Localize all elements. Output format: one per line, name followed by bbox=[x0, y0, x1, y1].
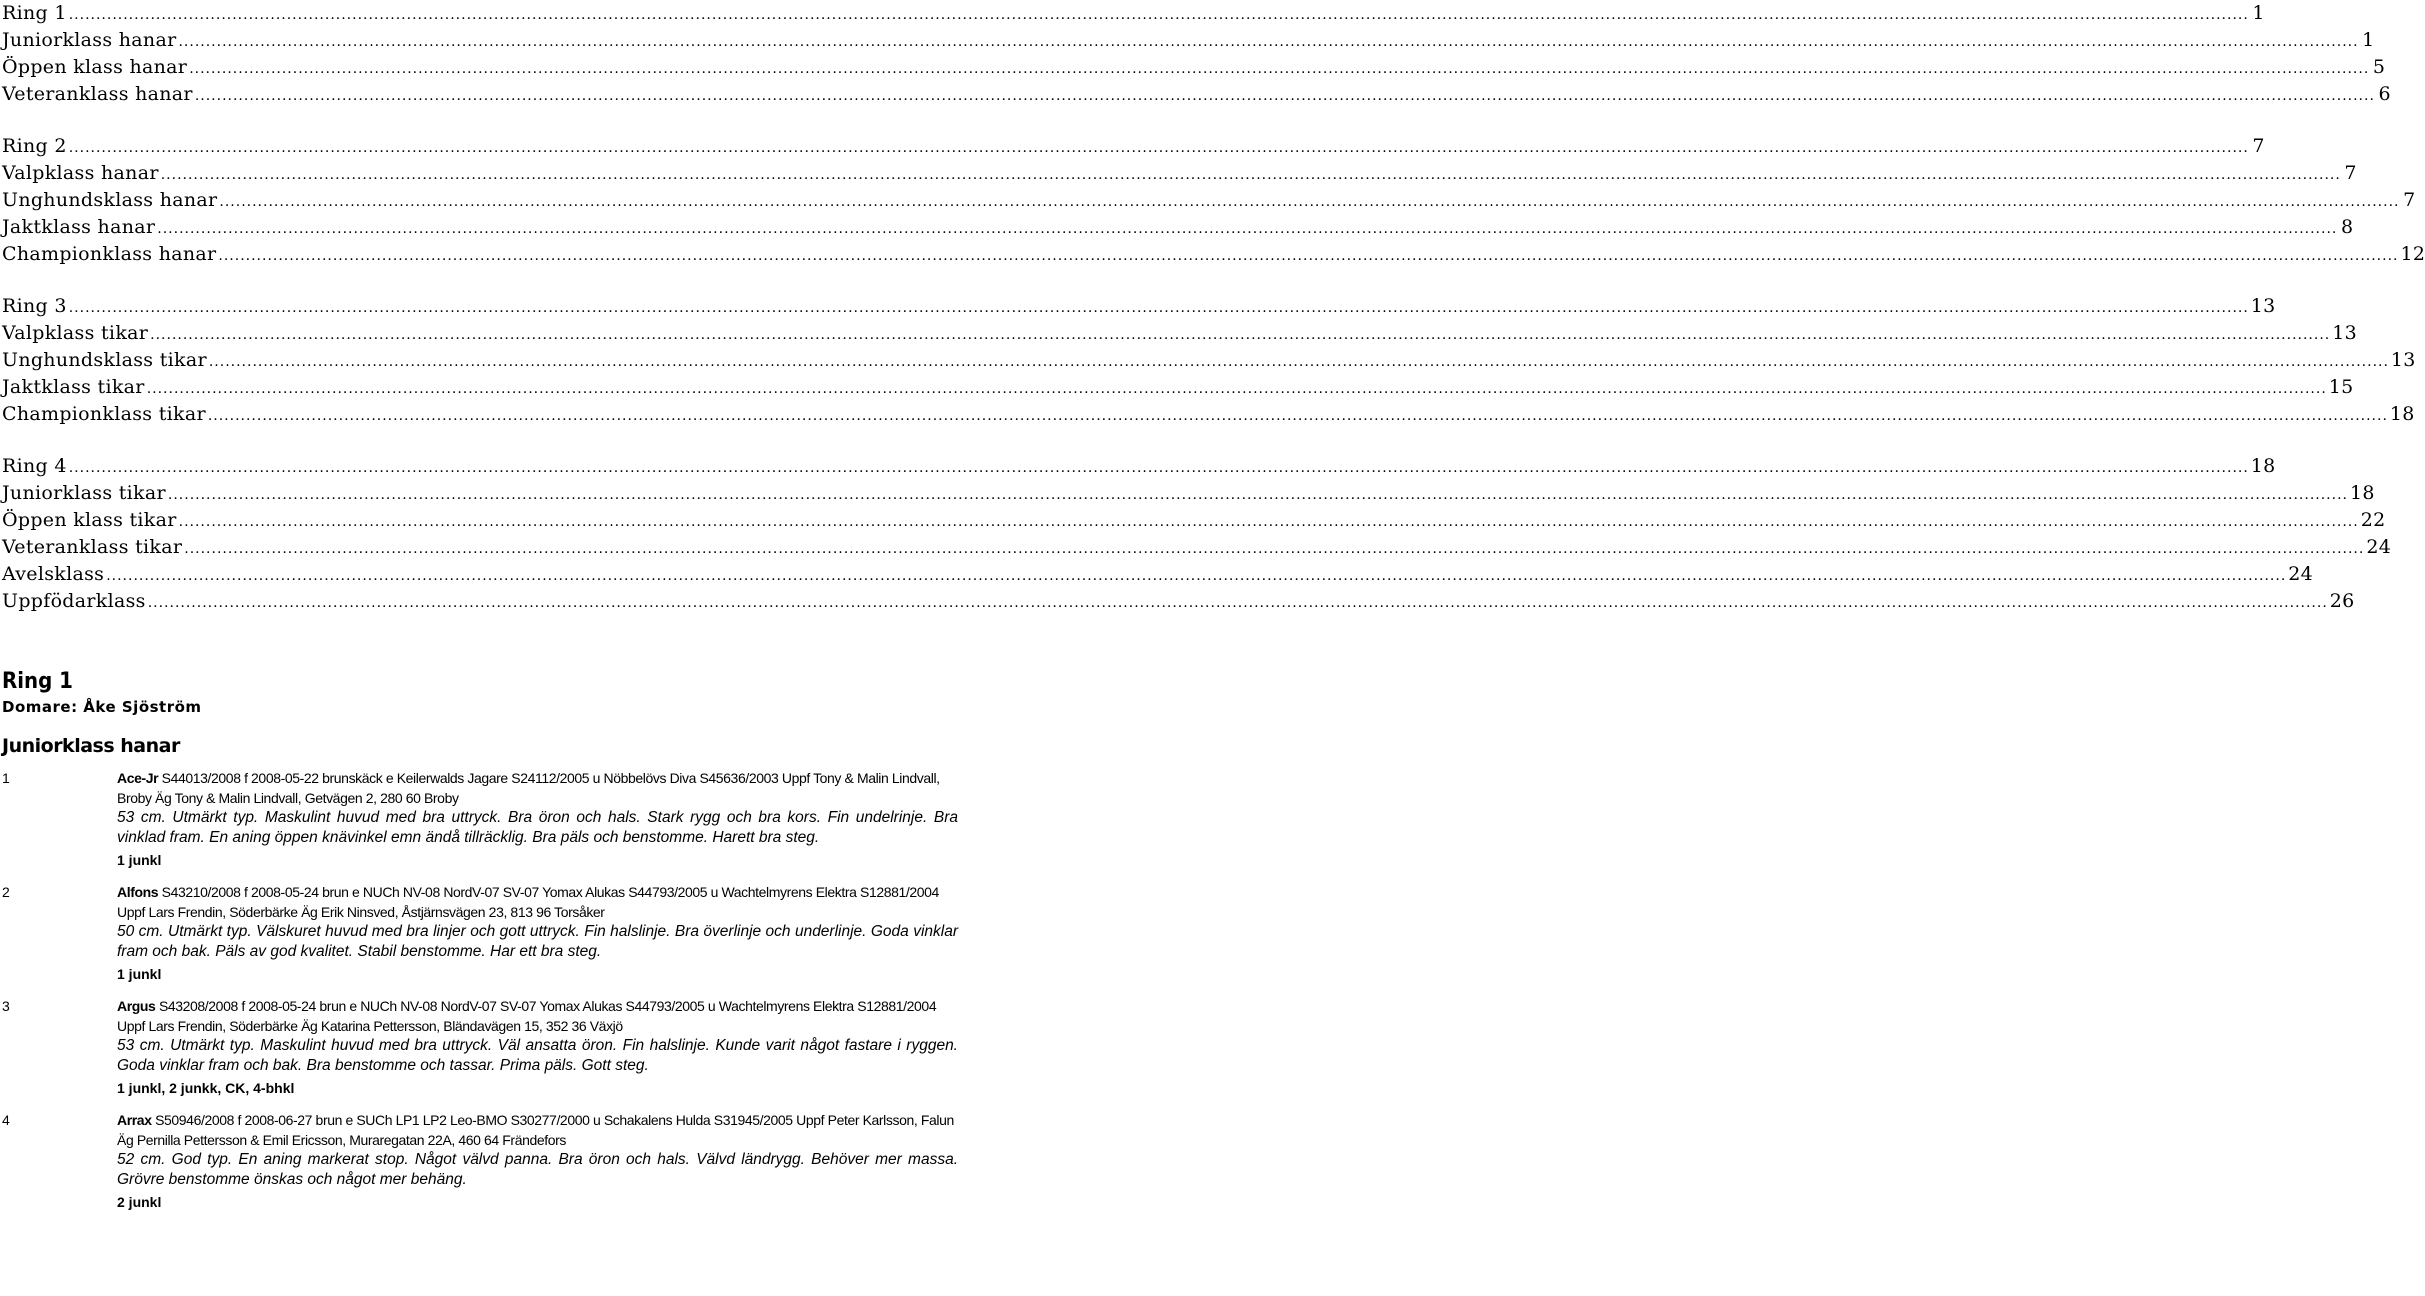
judge-line: Domare: Åke Sjöström bbox=[2, 698, 202, 716]
toc-entry[interactable] bbox=[2, 54, 2386, 81]
toc-entry-page: 13 bbox=[2250, 295, 2276, 317]
toc-leader-dots: ................................................................................................................................................................................................................................................................................................................................................................................................................ bbox=[106, 568, 2287, 584]
class-title: Juniorklass hanar bbox=[2, 735, 180, 757]
dog-info bbox=[117, 882, 958, 922]
toc-group bbox=[2, 293, 2416, 428]
toc-entry-title: Juniorklass tikar bbox=[2, 482, 166, 504]
toc-leader-dots: ................................................................................................................................................................................................................................................................................................................................................................................................................ bbox=[68, 140, 2249, 156]
toc-entry-page: 12 bbox=[2400, 243, 2425, 265]
toc-entry-title: Championklass tikar bbox=[2, 403, 206, 425]
entry-body bbox=[117, 768, 958, 872]
toc-leader-dots: ................................................................................................................................................................................................................................................................................................................................................................................................................ bbox=[160, 167, 2341, 183]
dog-info bbox=[117, 996, 958, 1036]
dog-name: Ace-Jr bbox=[117, 770, 159, 786]
toc-entry-page: 5 bbox=[2372, 56, 2386, 78]
toc-entry-page: 13 bbox=[2332, 322, 2357, 344]
toc-entry-page: 1 bbox=[2362, 29, 2375, 51]
dog-entry bbox=[2, 996, 958, 1100]
toc-leader-dots: ................................................................................................................................................................................................................................................................................................................................................................................................................ bbox=[208, 354, 2389, 370]
toc-leader-dots: ................................................................................................................................................................................................................................................................................................................................................................................................................ bbox=[219, 194, 2400, 210]
toc-entry[interactable] bbox=[2, 453, 2276, 480]
entry-number: 2 bbox=[2, 884, 10, 900]
toc-entry-title: Ring 3 bbox=[2, 295, 67, 317]
toc-leader-dots: ................................................................................................................................................................................................................................................................................................................................................................................................................ bbox=[178, 514, 2359, 530]
toc-group bbox=[2, 0, 2391, 108]
toc-entry-title: Öppen klass tikar bbox=[2, 509, 177, 531]
toc-leader-dots: ................................................................................................................................................................................................................................................................................................................................................................................................................ bbox=[68, 7, 2249, 23]
toc-entry[interactable] bbox=[2, 81, 2391, 108]
toc-entry-title: Veteranklass tikar bbox=[2, 536, 183, 558]
toc-entry-page: 24 bbox=[2288, 563, 2314, 585]
award: 1 junkl, 2 junkk, CK, 4-bhkl bbox=[117, 1080, 295, 1096]
dog-details: S44013/2008 f 2008-05-22 brunskäck e Keilerwalds Jagare S24112/2005 u Nöbbelövs Diva S45636/2003 Uppf Tony & Malin Lindvall, Broby Äg Tony & Malin Lindvall, Getvägen 2, 280 60 Broby bbox=[117, 770, 940, 806]
toc-entry[interactable] bbox=[2, 588, 2355, 615]
toc-entry-title: Jaktklass tikar bbox=[2, 376, 145, 398]
toc-entry-title: Valpklass tikar bbox=[2, 322, 149, 344]
toc-entry-page: 8 bbox=[2340, 216, 2354, 238]
award: 1 junkl bbox=[117, 966, 162, 982]
entry-body bbox=[117, 996, 958, 1100]
critique-text: 53 cm. Utmärkt typ. Maskulint huvud med bra uttryck. Väl ansatta öron. Fin halslinje. Kunde varit något fastare i ryggen. Goda vinklar fram och bak. Bra benstomme och tassar. Prima päls. Gott steg. bbox=[117, 1037, 958, 1074]
dog-info bbox=[117, 1110, 958, 1150]
dog-entry bbox=[2, 1110, 958, 1214]
entry-number: 4 bbox=[2, 1112, 10, 1128]
toc-entry-title: Jaktklass hanar bbox=[2, 216, 156, 238]
toc-entry-page: 15 bbox=[2328, 376, 2354, 398]
table-of-contents bbox=[2, 0, 2425, 640]
toc-entry-title: Ring 1 bbox=[2, 2, 67, 24]
toc-entry-page: 18 bbox=[2389, 403, 2415, 425]
dog-details: S50946/2008 f 2008-06-27 brun e SUCh LP1 LP2 Leo-BMO S30277/2000 u Schakalens Hulda S31945/2005 Uppf Peter Karlsson, Falun Äg Pernilla Pettersson & Emil Ericsson, Muraregatan 22A, 460 64 Frändefors bbox=[117, 1112, 954, 1148]
toc-entry[interactable] bbox=[2, 187, 2416, 214]
results-section bbox=[2, 668, 958, 1214]
dog-name: Arrax bbox=[117, 1112, 152, 1128]
toc-leader-dots: ................................................................................................................................................................................................................................................................................................................................................................................................................ bbox=[157, 221, 2338, 237]
dog-entry bbox=[2, 882, 958, 986]
dog-details: S43210/2008 f 2008-05-24 brun e NUCh NV-08 NordV-07 SV-07 Yomax Alukas S44793/2005 u Wachtelmyrens Elektra S12881/2004 Uppf Lars Frendin, Söderbärke Äg Erik Ninsved, Åstjärnsvägen 23, 813 96 Torsåker bbox=[117, 884, 939, 920]
toc-entry-title: Öppen klass hanar bbox=[2, 56, 188, 78]
toc-entry[interactable] bbox=[2, 561, 2314, 588]
toc-entry-page: 7 bbox=[2344, 162, 2357, 184]
toc-entry[interactable] bbox=[2, 27, 2375, 54]
toc-entry[interactable] bbox=[2, 374, 2354, 401]
toc-entry-page: 7 bbox=[2403, 189, 2416, 211]
entry-number: 3 bbox=[2, 998, 10, 1014]
toc-leader-dots: ................................................................................................................................................................................................................................................................................................................................................................................................................ bbox=[194, 88, 2375, 104]
toc-leader-dots: ................................................................................................................................................................................................................................................................................................................................................................................................................ bbox=[184, 541, 2365, 557]
toc-entry-title: Juniorklass hanar bbox=[2, 29, 177, 51]
dog-details: S43208/2008 f 2008-05-24 brun e NUCh NV-08 NordV-07 SV-07 Yomax Alukas S44793/2005 u Wachtelmyrens Elektra S12881/2004 Uppf Lars Frendin, Söderbärke Äg Katarina Pettersson, Bländavägen 15, 352 36 Växjö bbox=[117, 998, 937, 1034]
dog-info bbox=[117, 768, 958, 808]
toc-entry-page: 26 bbox=[2329, 590, 2355, 612]
toc-entry[interactable] bbox=[2, 214, 2354, 241]
toc-entry[interactable] bbox=[2, 347, 2416, 374]
toc-entry-title: Unghundsklass hanar bbox=[2, 189, 218, 211]
toc-entry-page: 13 bbox=[2390, 349, 2416, 371]
toc-leader-dots: ................................................................................................................................................................................................................................................................................................................................................................................................................ bbox=[150, 327, 2331, 343]
toc-entry[interactable] bbox=[2, 534, 2392, 561]
dog-name: Argus bbox=[117, 998, 156, 1014]
toc-entry[interactable] bbox=[2, 480, 2375, 507]
dog-entry bbox=[2, 768, 958, 872]
toc-leader-dots: ................................................................................................................................................................................................................................................................................................................................................................................................................ bbox=[167, 487, 2348, 503]
toc-leader-dots: ................................................................................................................................................................................................................................................................................................................................................................................................................ bbox=[218, 248, 2399, 264]
toc-entry-title: Championklass hanar bbox=[2, 243, 217, 265]
toc-leader-dots: ................................................................................................................................................................................................................................................................................................................................................................................................................ bbox=[147, 595, 2328, 611]
toc-entry[interactable] bbox=[2, 160, 2357, 187]
entry-body bbox=[117, 882, 958, 986]
toc-entry[interactable] bbox=[2, 507, 2386, 534]
entry-body bbox=[117, 1110, 958, 1214]
entry-number: 1 bbox=[2, 770, 10, 786]
toc-entry-page: 18 bbox=[2349, 482, 2375, 504]
toc-entry-page: 6 bbox=[2378, 83, 2391, 105]
entry-list bbox=[2, 768, 958, 1214]
toc-entry-title: Ring 2 bbox=[2, 135, 67, 157]
toc-entry[interactable] bbox=[2, 293, 2276, 320]
toc-entry-page: 22 bbox=[2360, 509, 2386, 531]
toc-entry-title: Uppfödarklass bbox=[2, 590, 146, 612]
toc-leader-dots: ................................................................................................................................................................................................................................................................................................................................................................................................................ bbox=[178, 34, 2359, 50]
critique-text: 52 cm. God typ. En aning markerat stop. Något välvd panna. Bra öron och hals. Välvd ländrygg. Behöver mer massa. Grövre benstomme önskas och något mer behäng. bbox=[117, 1151, 958, 1188]
award: 2 junkl bbox=[117, 1194, 162, 1210]
toc-entry[interactable] bbox=[2, 241, 2425, 268]
toc-entry-title: Veteranklass hanar bbox=[2, 83, 193, 105]
toc-entry-page: 1 bbox=[2252, 2, 2265, 24]
toc-entry[interactable] bbox=[2, 320, 2357, 347]
toc-entry-page: 24 bbox=[2366, 536, 2392, 558]
toc-entry-title: Avelsklass bbox=[2, 563, 105, 585]
dog-name: Alfons bbox=[117, 884, 159, 900]
toc-entry[interactable] bbox=[2, 0, 2265, 27]
toc-leader-dots: ................................................................................................................................................................................................................................................................................................................................................................................................................ bbox=[68, 460, 2249, 476]
toc-group bbox=[2, 133, 2425, 268]
ring-title: Ring 1 bbox=[2, 669, 73, 694]
toc-group bbox=[2, 453, 2392, 615]
toc-entry[interactable] bbox=[2, 133, 2265, 160]
toc-entry-page: 7 bbox=[2252, 135, 2265, 157]
toc-leader-dots: ................................................................................................................................................................................................................................................................................................................................................................................................................ bbox=[146, 381, 2327, 397]
critique-text: 53 cm. Utmärkt typ. Maskulint huvud med bra uttryck. Bra öron och hals. Stark rygg och bra kors. Fin undelrinje. Bra vinklad fram. En aning öppen knävinkel emn ändå tillräcklig. Bra päls och benstomme. Harett bra steg. bbox=[117, 809, 958, 846]
toc-entry-title: Valpklass hanar bbox=[2, 162, 159, 184]
toc-leader-dots: ................................................................................................................................................................................................................................................................................................................................................................................................................ bbox=[68, 300, 2249, 316]
toc-entry-page: 18 bbox=[2250, 455, 2276, 477]
toc-leader-dots: ................................................................................................................................................................................................................................................................................................................................................................................................................ bbox=[207, 408, 2388, 424]
award: 1 junkl bbox=[117, 852, 162, 868]
toc-entry-title: Ring 4 bbox=[2, 455, 67, 477]
toc-entry[interactable] bbox=[2, 401, 2415, 428]
toc-entry-title: Unghundsklass tikar bbox=[2, 349, 207, 371]
toc-leader-dots: ................................................................................................................................................................................................................................................................................................................................................................................................................ bbox=[189, 61, 2370, 77]
critique-text: 50 cm. Utmärkt typ. Välskuret huvud med bra linjer och gott uttryck. Fin halslinje. Bra överlinje och underlinje. Goda vinklar fram och bak. Päls av god kvalitet. Stabil benstomme. Har ett bra steg. bbox=[117, 923, 958, 960]
